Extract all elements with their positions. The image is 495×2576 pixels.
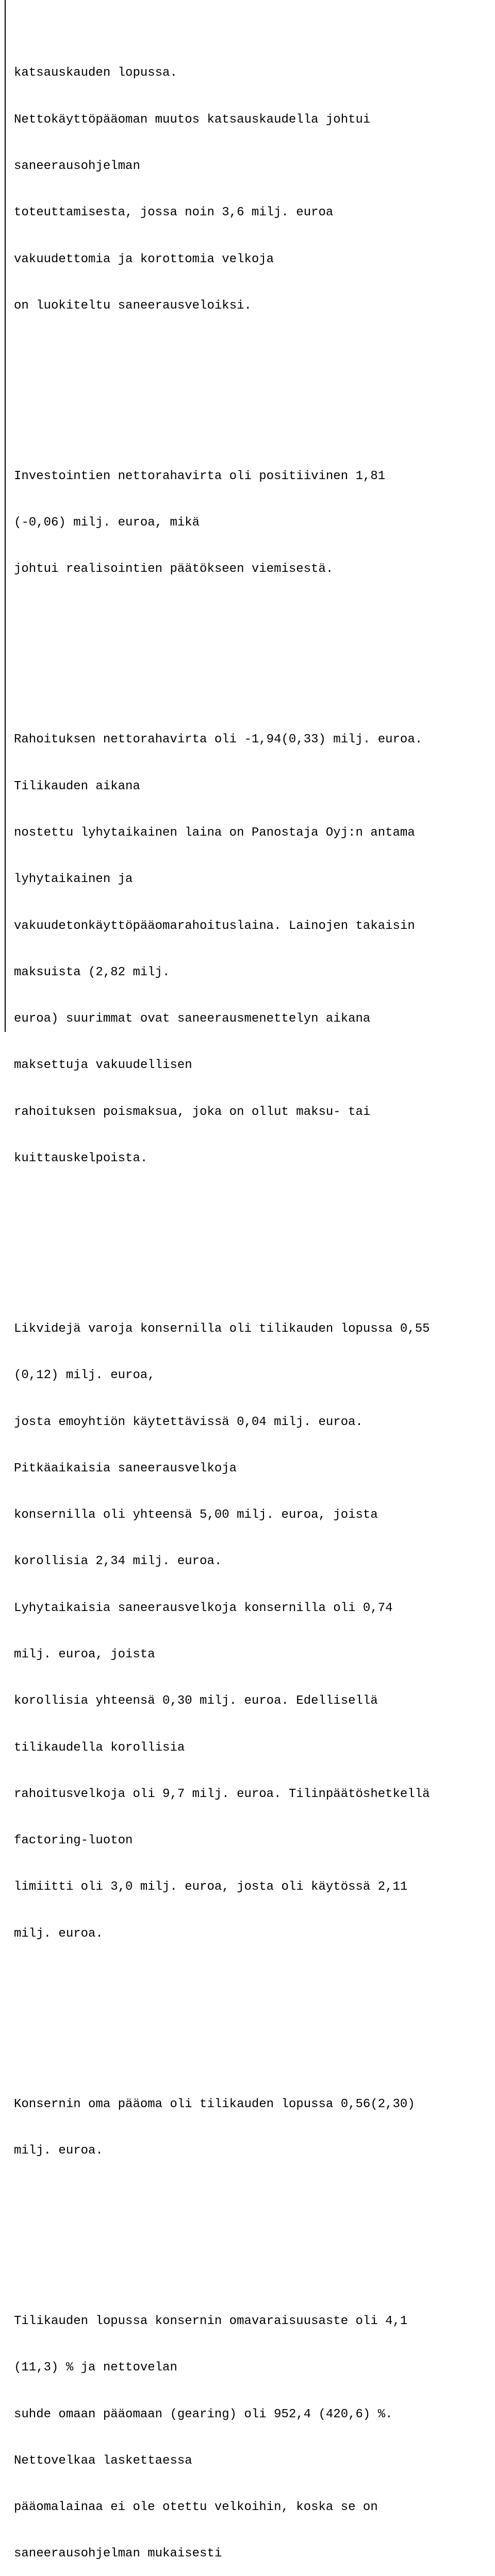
text-line: milj. euroa. bbox=[14, 1926, 103, 1941]
text-line: katsauskauden lopussa. bbox=[14, 66, 177, 80]
text-line: euroa) suurimmat ovat saneerausmenettelyn aikana bbox=[14, 1012, 371, 1026]
text-line: rahoituksen poismaksua, joka on ollut maksu- tai bbox=[14, 1105, 371, 1119]
text-line: (-0,06) milj. euroa, mikä bbox=[14, 516, 200, 530]
paragraph-gap bbox=[14, 639, 488, 655]
text-line: suhde omaan pääomaan (gearing) oli 952,4 (420,6) %. bbox=[14, 2407, 393, 2421]
text-line: factoring-luoton bbox=[14, 1834, 133, 1848]
text-line: milj. euroa, joista bbox=[14, 1647, 155, 1662]
paragraph bbox=[14, 2065, 488, 2190]
text-line: Konsernin oma pääoma oli tilikauden lopussa 0,56(2,30) bbox=[14, 2097, 415, 2111]
paragraph-gap bbox=[14, 2004, 488, 2019]
paragraph bbox=[14, 701, 488, 1197]
text-line: pääomalainaa ei ole otettu velkoihin, koska se on bbox=[14, 2500, 378, 2515]
text-line: lyhytaikainen ja bbox=[14, 872, 133, 887]
text-line: tilikaudella korollisia bbox=[14, 1740, 185, 1755]
text-line: Lyhytaikaisia saneerausvelkoja konsernilla oli 0,74 bbox=[14, 1601, 393, 1615]
text-line: Pitkäaikaisia saneerausvelkoja bbox=[14, 1461, 237, 1476]
text-line: Likvidejä varoja konsernilla oli tilikauden lopussa 0,55 bbox=[14, 1321, 430, 1336]
paragraph bbox=[14, 35, 488, 345]
paragraph-gap bbox=[14, 1228, 488, 1244]
document-text bbox=[14, 4, 488, 2576]
text-line: saneerausohjelman mukaisesti bbox=[14, 2547, 222, 2561]
text-line: konsernilla oli yhteensä 5,00 milj. euroa, joista bbox=[14, 1508, 378, 1522]
text-line: maksettuja vakuudellisen bbox=[14, 1058, 192, 1073]
text-line: nostettu lyhytaikainen laina on Panostaja Oyj:n antama bbox=[14, 825, 415, 840]
text-line: Investointien nettorahavirta oli positiivinen 1,81 bbox=[14, 469, 386, 483]
text-line: kuittauskelpoista. bbox=[14, 1151, 148, 1165]
text-line: Nettovelkaa laskettaessa bbox=[14, 2453, 192, 2468]
text-line: Tilikauden aikana bbox=[14, 779, 140, 793]
text-line: Rahoituksen nettorahavirta oli -1,94(0,33) milj. euroa. bbox=[14, 733, 423, 747]
paragraph bbox=[14, 2283, 488, 2576]
text-line: maksuista (2,82 milj. bbox=[14, 965, 170, 979]
text-line: toteuttamisesta, jossa noin 3,6 milj. euroa bbox=[14, 206, 334, 220]
paragraph bbox=[14, 438, 488, 608]
text-line: korollisia yhteensä 0,30 milj. euroa. Edellisellä bbox=[14, 1694, 378, 1708]
text-line: Tilikauden lopussa konsernin omavaraisuusaste oli 4,1 bbox=[14, 2314, 408, 2328]
paragraph bbox=[14, 1291, 488, 1973]
text-line: vakuudettomia ja korottomia velkoja bbox=[14, 252, 274, 266]
left-margin-rule bbox=[5, 0, 6, 1032]
text-line: (0,12) milj. euroa, bbox=[14, 1368, 155, 1383]
text-line: milj. euroa. bbox=[14, 2143, 103, 2158]
text-line: Nettokäyttöpääoman muutos katsauskaudella johtui bbox=[14, 112, 371, 127]
text-line: saneerausohjelman bbox=[14, 159, 140, 173]
text-line: rahoitusvelkoja oli 9,7 milj. euroa. Tilinpäätöshetkellä bbox=[14, 1787, 430, 1801]
text-line: on luokiteltu saneerausveloiksi. bbox=[14, 298, 252, 313]
text-line: korollisia 2,34 milj. euroa. bbox=[14, 1554, 222, 1569]
text-line: johtui realisointien päätökseen viemisestä. bbox=[14, 562, 334, 577]
text-line: limiitti oli 3,0 milj. euroa, josta oli käytössä 2,11 bbox=[14, 1880, 408, 1894]
text-line: josta emoyhtiön käytettävissä 0,04 milj. euroa. bbox=[14, 1415, 363, 1429]
paragraph-gap bbox=[14, 376, 488, 391]
text-line: (11,3) % ja nettovelan bbox=[14, 2361, 177, 2375]
paragraph-gap bbox=[14, 2221, 488, 2236]
text-line: vakuudetonkäyttöpääomarahoituslaina. Lainojen takaisin bbox=[14, 919, 415, 933]
